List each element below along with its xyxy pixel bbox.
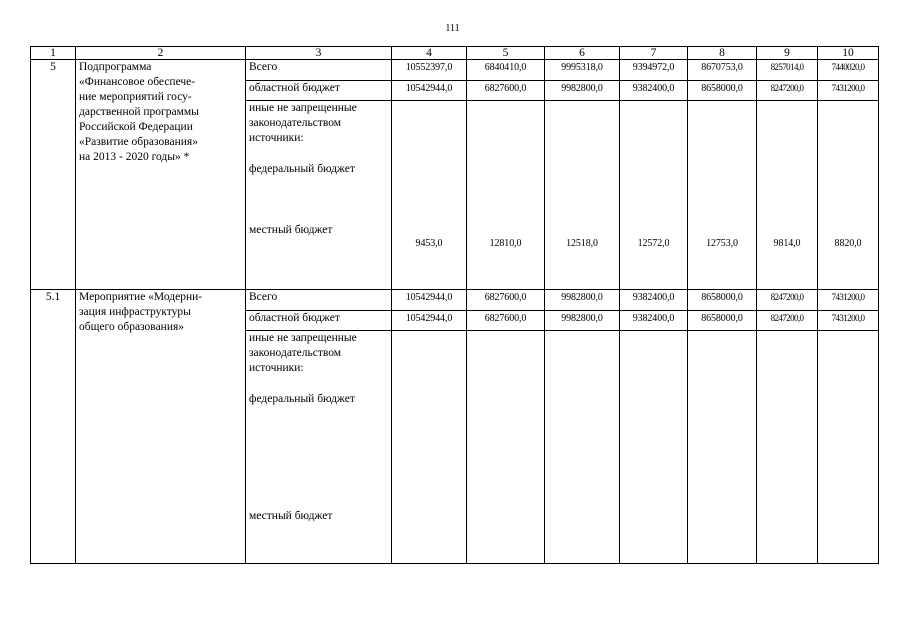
column-header: 8 bbox=[688, 47, 757, 60]
other-sources-label: законодательством bbox=[249, 347, 342, 359]
column-header-row bbox=[31, 47, 879, 60]
row-name-line: Российской Федерации bbox=[79, 121, 193, 133]
local-value-cell bbox=[620, 101, 688, 290]
total-value: 9982800,0 bbox=[545, 290, 620, 311]
other-sources-cell bbox=[246, 331, 392, 564]
local-value: 12572,0 bbox=[637, 238, 670, 249]
regional-value: 9982800,0 bbox=[545, 311, 620, 331]
local-value-cell bbox=[818, 331, 879, 564]
local-value-cell bbox=[467, 101, 545, 290]
regional-label: областной бюджет bbox=[246, 311, 392, 331]
local-value-cell bbox=[688, 101, 757, 290]
total-value: 8658000,0 bbox=[688, 290, 757, 311]
federal-label: федеральный бюджет bbox=[249, 393, 355, 405]
row-number: 5 bbox=[31, 60, 76, 290]
column-header: 1 bbox=[31, 47, 76, 60]
local-value: 9453,0 bbox=[415, 238, 443, 249]
other-sources-label: источники: bbox=[249, 362, 304, 374]
row-name-line: общего образования» bbox=[79, 321, 185, 333]
local-label: местный бюджет bbox=[249, 510, 333, 522]
total-value: 8257014,0 bbox=[757, 60, 818, 81]
local-value: 8820,0 bbox=[834, 238, 862, 249]
row-name-line: Подпрограмма bbox=[79, 61, 152, 73]
total-value: 10552397,0 bbox=[392, 60, 467, 81]
column-header: 7 bbox=[620, 47, 688, 60]
regional-value: 6827600,0 bbox=[467, 81, 545, 101]
other-sources-cell bbox=[246, 101, 392, 290]
total-value: 6840410,0 bbox=[467, 60, 545, 81]
regional-value: 8658000,0 bbox=[688, 81, 757, 101]
local-value: 12518,0 bbox=[566, 238, 598, 249]
row-name-line: на 2013 - 2020 годы» * bbox=[79, 151, 190, 163]
total-value: 10542944,0 bbox=[392, 290, 467, 311]
row-name-line: «Финансовое обеспече- bbox=[79, 76, 196, 88]
column-header: 3 bbox=[246, 47, 392, 60]
local-value-cell bbox=[620, 331, 688, 564]
regional-value: 8247200,0 bbox=[757, 311, 818, 331]
other-sources-label: источники: bbox=[249, 132, 304, 144]
total-value: 8247200,0 bbox=[757, 290, 818, 311]
local-value-cell bbox=[818, 101, 879, 290]
column-header: 6 bbox=[545, 47, 620, 60]
local-label: местный бюджет bbox=[249, 224, 333, 236]
column-header: 5 bbox=[467, 47, 545, 60]
row-name-line: дарственной программы bbox=[79, 106, 199, 118]
total-value: 7440020,0 bbox=[818, 60, 879, 81]
column-header: 4 bbox=[392, 47, 467, 60]
regional-value: 9982800,0 bbox=[545, 81, 620, 101]
local-value-cell bbox=[392, 331, 467, 564]
regional-value: 8247200,0 bbox=[757, 81, 818, 101]
regional-value: 7431200,0 bbox=[818, 311, 879, 331]
row-name-line: Мероприятие «Модерни- bbox=[79, 291, 203, 303]
local-value-cell bbox=[545, 331, 620, 564]
regional-value: 7431200,0 bbox=[818, 81, 879, 101]
local-value: 12753,0 bbox=[706, 238, 738, 249]
other-sources-label: иные не запрещенные bbox=[249, 102, 357, 114]
regional-value: 8658000,0 bbox=[688, 311, 757, 331]
regional-label: областной бюджет bbox=[246, 81, 392, 101]
regional-value: 10542944,0 bbox=[392, 311, 467, 331]
total-label: Всего bbox=[246, 60, 392, 81]
total-value: 6827600,0 bbox=[467, 290, 545, 311]
total-value: 9394972,0 bbox=[620, 60, 688, 81]
local-value: 9814,0 bbox=[773, 238, 801, 249]
total-label: Всего bbox=[246, 290, 392, 311]
row-number: 5.1 bbox=[31, 290, 76, 564]
column-header: 10 bbox=[818, 47, 879, 60]
row-name bbox=[76, 290, 246, 564]
federal-label: федеральный бюджет bbox=[249, 163, 355, 175]
other-sources-label: иные не запрещенные bbox=[249, 332, 357, 344]
local-value-cell bbox=[467, 331, 545, 564]
local-value-cell bbox=[757, 331, 818, 564]
local-value: 12810,0 bbox=[489, 238, 522, 249]
row-name bbox=[76, 60, 246, 290]
table-row bbox=[31, 60, 879, 81]
budget-table bbox=[30, 46, 879, 564]
total-value: 9995318,0 bbox=[545, 60, 620, 81]
other-sources-label: законодательством bbox=[249, 117, 342, 129]
regional-value: 6827600,0 bbox=[467, 311, 545, 331]
row-name-line: «Развитие образования» bbox=[79, 136, 198, 148]
regional-value: 10542944,0 bbox=[392, 81, 467, 101]
local-value-cell bbox=[757, 101, 818, 290]
table-row bbox=[31, 290, 879, 311]
total-value: 9382400,0 bbox=[620, 290, 688, 311]
local-value-cell bbox=[688, 331, 757, 564]
total-value: 7431200,0 bbox=[818, 290, 879, 311]
local-value-cell bbox=[392, 101, 467, 290]
page-number: 111 bbox=[445, 23, 460, 34]
regional-value: 9382400,0 bbox=[620, 81, 688, 101]
regional-value: 9382400,0 bbox=[620, 311, 688, 331]
column-header: 9 bbox=[757, 47, 818, 60]
column-header: 2 bbox=[76, 47, 246, 60]
row-name-line: ние мероприятий госу- bbox=[79, 91, 192, 103]
row-name-line: зация инфраструктуры bbox=[79, 306, 191, 318]
local-value-cell bbox=[545, 101, 620, 290]
total-value: 8670753,0 bbox=[688, 60, 757, 81]
